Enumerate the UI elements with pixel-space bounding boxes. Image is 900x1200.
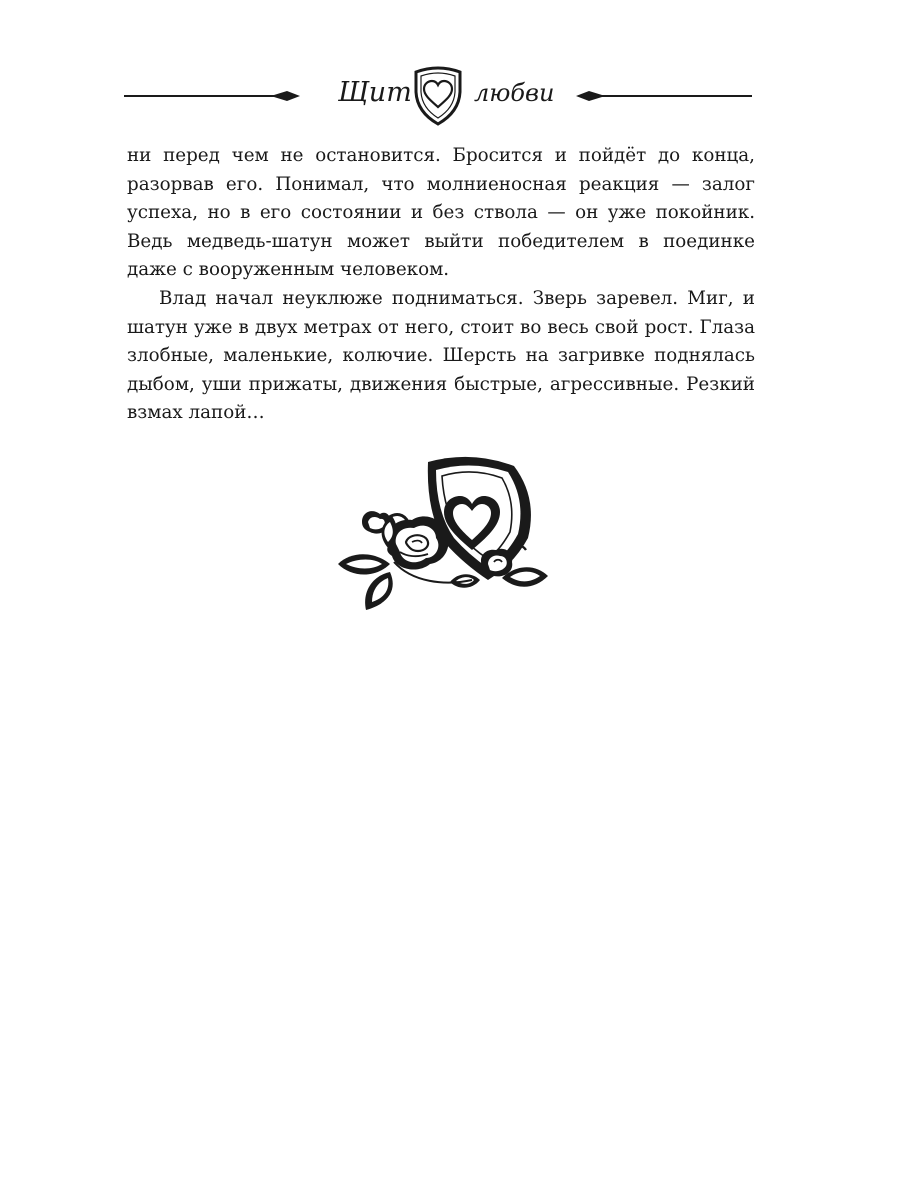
ornament-shield [428, 457, 531, 580]
running-header [124, 62, 752, 132]
roses-and-heart-shield-icon [332, 452, 556, 616]
header-rule-right [602, 95, 752, 97]
header-title-left: Щит [338, 77, 412, 108]
paragraph-2: Влад начал неуклюже подниматься. Зверь заревел. Миг, и шатун уже в двух метрах от него, стоит во весь свой рост. Глаза злобные, маленькие, колючие. Шерсть на загривке поднялась дыбом, уши прижаты, движения быстрые, агрессивные. Резкий взмах лапой… [127, 287, 755, 424]
header-title-right: любви [474, 79, 555, 107]
rule-tip-right-icon [576, 90, 602, 102]
paragraph-1: ни перед чем не остановится. Бросится и пойдёт до конца, разорвав его. Понимал, что молниеносная реакция — залог успеха, но в его состоянии и без ствола — он уже покойник. Ведь медведь-шатун может выйти победителем в поединке даже с вооруженным человеком. [127, 145, 755, 281]
rule-tip-left-icon [274, 90, 300, 102]
header-rule-left [124, 95, 276, 97]
ornament-rose-main [387, 516, 448, 569]
body-text [127, 142, 755, 428]
heart-shield-icon [412, 64, 464, 126]
